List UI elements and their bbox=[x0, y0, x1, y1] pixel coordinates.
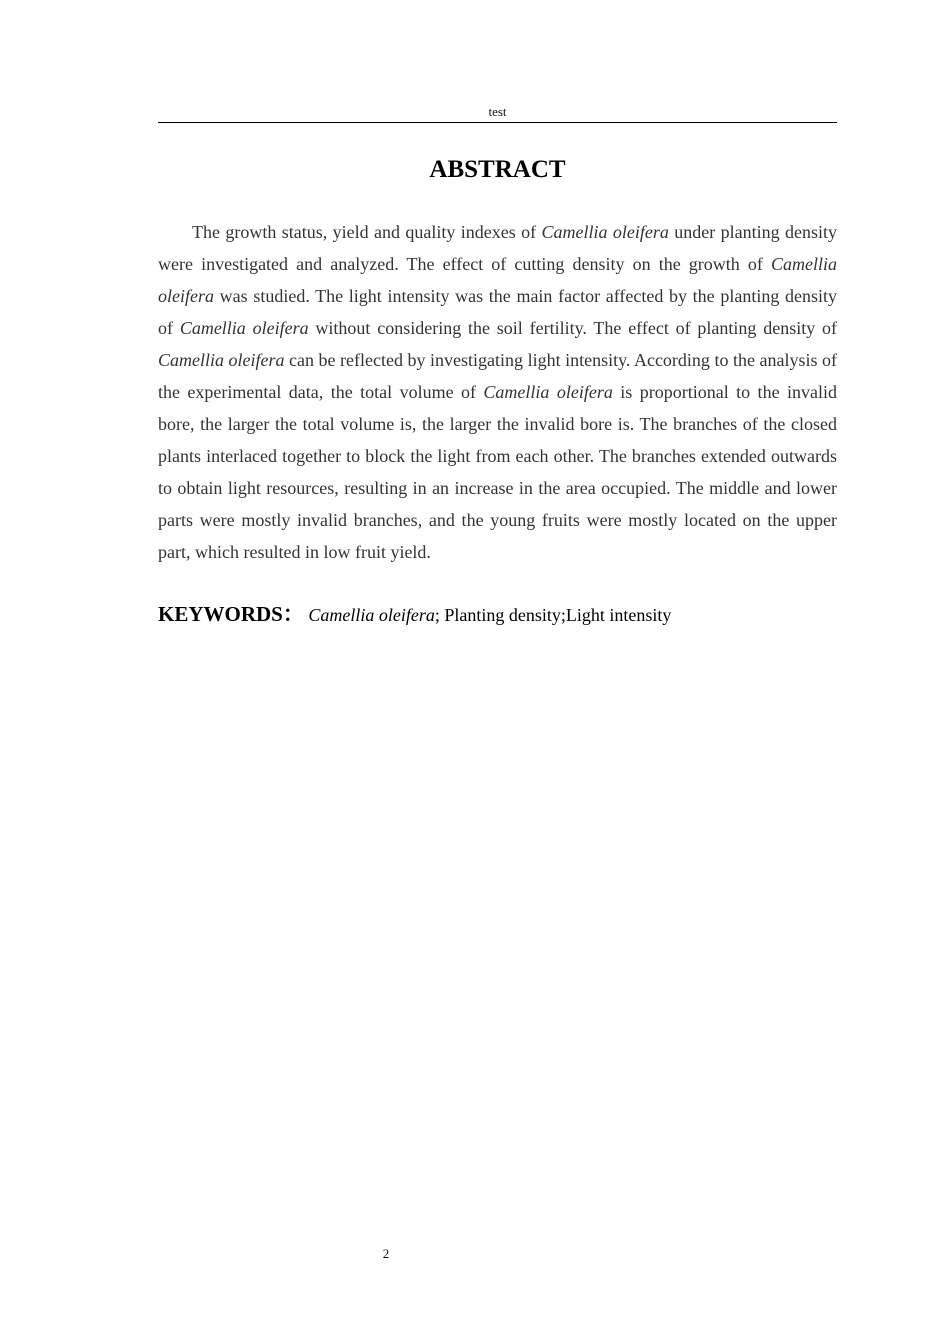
species-name: Camellia oleifera bbox=[158, 350, 285, 370]
abstract-text-segment: The growth status, yield and quality indexes of bbox=[192, 222, 542, 242]
abstract-text-segment: under planting density were investigated and analyzed. The effect of cutting density on the growth of bbox=[158, 222, 837, 274]
species-name: Camellia oleifera bbox=[541, 222, 669, 242]
page-number: 2 bbox=[382, 1246, 390, 1261]
keyword-list: Planting density;Light intensity bbox=[444, 605, 672, 625]
abstract-text-segment: can be reflected by investigating light intensity. According to the analysis of the experimental data, the total volume of bbox=[158, 350, 837, 402]
abstract-text-segment: was studied. The light intensity was the main factor affected by the planting density of bbox=[158, 286, 837, 338]
species-name: Camellia oleifera bbox=[158, 254, 837, 306]
keywords-label: KEYWORDS： bbox=[158, 602, 304, 626]
species-name: Camellia oleifera bbox=[179, 318, 309, 338]
keywords-line bbox=[158, 598, 837, 631]
abstract-body bbox=[158, 216, 837, 568]
abstract-title: ABSTRACT bbox=[429, 156, 566, 183]
species-name: Camellia oleifera bbox=[483, 382, 613, 402]
abstract-text-segment: without considering the soil fertility. The effect of planting density of bbox=[308, 318, 838, 338]
running-header: test bbox=[488, 104, 507, 119]
keyword-separator: ; bbox=[434, 605, 445, 625]
header-rule bbox=[158, 122, 837, 123]
abstract-text-segment: is proportional to the invalid bore, the larger the total volume is, the larger the invalid bore is. The branches of the closed plants interlaced together to block the light from each other. The branches extended outwards to obtain light resources, resulting in an increase in the area occupied. The middle and lower parts were mostly invalid branches, and the young fruits were mostly located on the upper part, which resulted in low fruit yield. bbox=[158, 382, 837, 562]
keyword-species: Camellia oleifera bbox=[308, 605, 435, 625]
